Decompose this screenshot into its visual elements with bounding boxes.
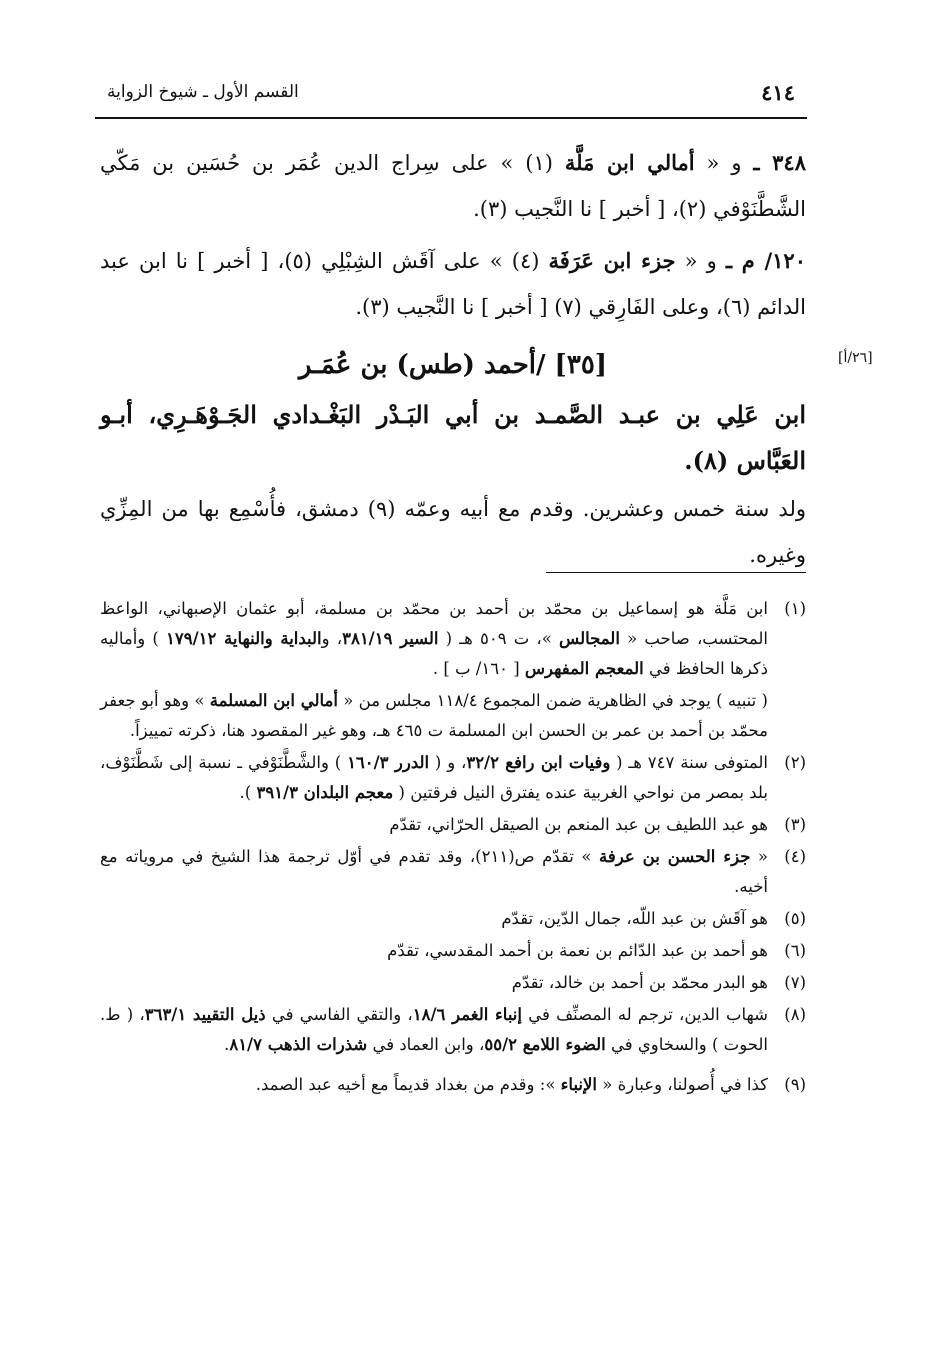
running-title: القسم الأول ـ شيوخ الزواية [107,82,299,102]
biography-text: ولد سنة خمس وعشرين. وقدم مع أبيه وعمّه (٩) دمشق، فأُسْمِع بها من المِزِّي وغيره. [100,497,806,567]
footnote-number: (٨) [784,1005,806,1024]
footnote-text [100,1000,768,1060]
footnote-number: (٤) [784,847,806,866]
footnote-segment: ) والشَّطَّنَوْفي ـ نسبة إلى شَطَّنَوْف، بلد بمصر من نواحي الغربية عنده يفترق النيل فرقتين ( [100,753,768,802]
footnote-segment: شهاب الدين، ترجم له المصنِّف في [521,1005,768,1024]
footnote-bold: الضوء اللامع ٥٥/٢ [484,1035,606,1054]
footnote-bold: معجم البلدان ٣٩١/٣ [256,783,394,802]
entry-text: و « [694,151,754,175]
entry-text: (٤) » على آقَش الشِبْلِي (٥)، [ أخبر ] نا ابن عبد الدائم (٦)، وعلى الفَارِقي (٧) [ أخبر ] نا النَّجيب (٣). [100,249,806,319]
entry-348 [100,140,806,232]
footnote-segment: » وهو أبو جعفر محمّد بن أحمد بن عمر بن الحسن ابن المسلمة ت ٤٦٥ هـ، وهو غير المقصود هنا، ذكرته تمييزاً. [100,691,768,740]
footnote-text [100,1070,768,1100]
footnote-3 [100,810,806,840]
book-title: جزء ابن عَرَفَة [548,248,676,273]
footnote-segment: المتوفى سنة ٧٤٧ هـ ( [610,753,769,772]
entry-text: و « [675,249,726,273]
footnote-text: هو عبد اللطيف بن عبد المنعم بن الصيقل الحرّاني، تقدّم [389,815,768,834]
footnote-separator [546,572,806,573]
footnote-segment: [ ١٦٠/ ب ] . [432,659,525,678]
footnote-segment: ابن مَلَّة هو إسماعيل بن محمّد بن أحمد بن محمّد بن مسلمة، أبو عثمان الإصبهاني، الواعظ المحتسب، صاحب « [100,599,768,648]
biography-name-line: ابن عَلِي بن عبـد الصَّمـد بن أبي البَـدْر البَغْـدادي الجَـوْهَـرِي، أبـو العَبَّاس (٨). [100,400,806,475]
footnote-segment: ) وأماليه ذكرها الحافظ في [100,629,768,678]
footnote-segment: ، و [321,629,343,648]
biography-heading: [٣٥] /أحمد (طس) بن عُمَـر [298,350,608,380]
footnote-8 [100,1000,806,1060]
footnote-bold: ذيل التقييد ٣٦٣/١ [144,1005,266,1024]
book-title: أمالي ابن مَلَّة [564,150,695,175]
footnote-bold: المعجم المفهرس [524,659,644,678]
footnote-5 [100,904,806,934]
footnote-number: (٥) [784,909,806,928]
footnote-segment: « [750,847,768,866]
footnote-number: (٧) [784,973,806,992]
footnote-2 [100,748,806,808]
footnote-text [100,842,768,902]
footnote-bold: جزء الحسن بن عرفة [598,847,751,866]
footnote-segment: »: وقدم من بغداد قديماً مع أخيه عبد الصمد. [255,1075,561,1094]
footnote-7 [100,968,806,998]
footnote-text: هو أحمد بن عبد الدّائم بن نعمة بن أحمد المقدسي، تقدّم [387,941,768,960]
entry-120 [100,238,806,330]
footnote-segment: ، ( ط. الحوت ) والسخاوي في [100,1005,768,1054]
footnote-segment: » تقدّم ص(٢١١)، وقد تقدم في أوّل ترجمة هذا الشيخ في مروياته مع أخيه. [100,847,768,896]
footnote-number: (٦) [784,941,806,960]
footnote-text [100,748,768,808]
footnote-bold: شذرات الذهب ٨١/٧ [229,1035,368,1054]
footnote-segment: »، ت ٥٠٩ هـ ( [438,629,560,648]
footnote-4 [100,842,806,902]
footnote-bold: البداية والنهاية ١٧٩/١٢ [166,629,322,648]
footnote-bold: الدرر ١٦٠/٣ [347,753,430,772]
entry-number: ١٢٠/ م ـ [725,248,806,273]
footnote-text: هو البدر محمّد بن أحمد بن خالد، تقدّم [511,973,768,992]
footnote-number: (٢) [784,753,806,772]
footnote-segment: ، و ( [429,753,467,772]
footnote-6 [100,936,806,966]
footnote-number: (٣) [784,815,806,834]
footnote-segment: ). [239,783,257,802]
page-header [95,72,807,116]
footnote-segment: . [224,1035,230,1054]
footnote-text: هو آقَش بن عبد اللّه، جمال الدّين، تقدّم [501,909,768,928]
footnote-bold: المجالس [559,629,620,648]
footnote-segment: ، والتقي الفاسي في [265,1005,413,1024]
footnote-1 [100,594,806,684]
footnote-segment: كذا في أُصولنا، وعبارة « [597,1075,768,1094]
footnote-segment: ، وابن العماد في [367,1035,485,1054]
footnote-segment: ( تنبيه ) يوجد في الظاهرية ضمن المجموع ١١٨/٤ مجلس من « [337,691,768,710]
footnote-text [100,594,768,684]
footnote-bold: إنباء الغمر ١٨/٦ [412,1005,522,1024]
footnote-bold: الإنباء [560,1075,598,1094]
footnote-9 [100,1070,806,1100]
footnote-bold: أمالي ابن المسلمة [209,691,338,710]
footnote-number: (١) [784,599,806,618]
entry-text: (١) » على سِراج الدين عُمَر بن حُسَين بن مَكّي الشَّطَّنَوْفي (٢)، [ أخبر ] نا النَّجيب (٣). [100,151,806,221]
footnote-bold: السير ٣٨١/١٩ [342,629,439,648]
footnote-1-note [100,686,806,746]
footnote-number: (٩) [784,1075,806,1094]
header-rule [95,117,807,119]
entry-number: ٣٤٨ ـ [753,150,806,175]
footnotes [100,594,806,1102]
page-number: ٤١٤ [761,80,795,105]
margin-folio-note: [٢٦/أ] [838,350,873,366]
footnote-bold: وفيات ابن رافع ٣٢/٢ [466,753,611,772]
